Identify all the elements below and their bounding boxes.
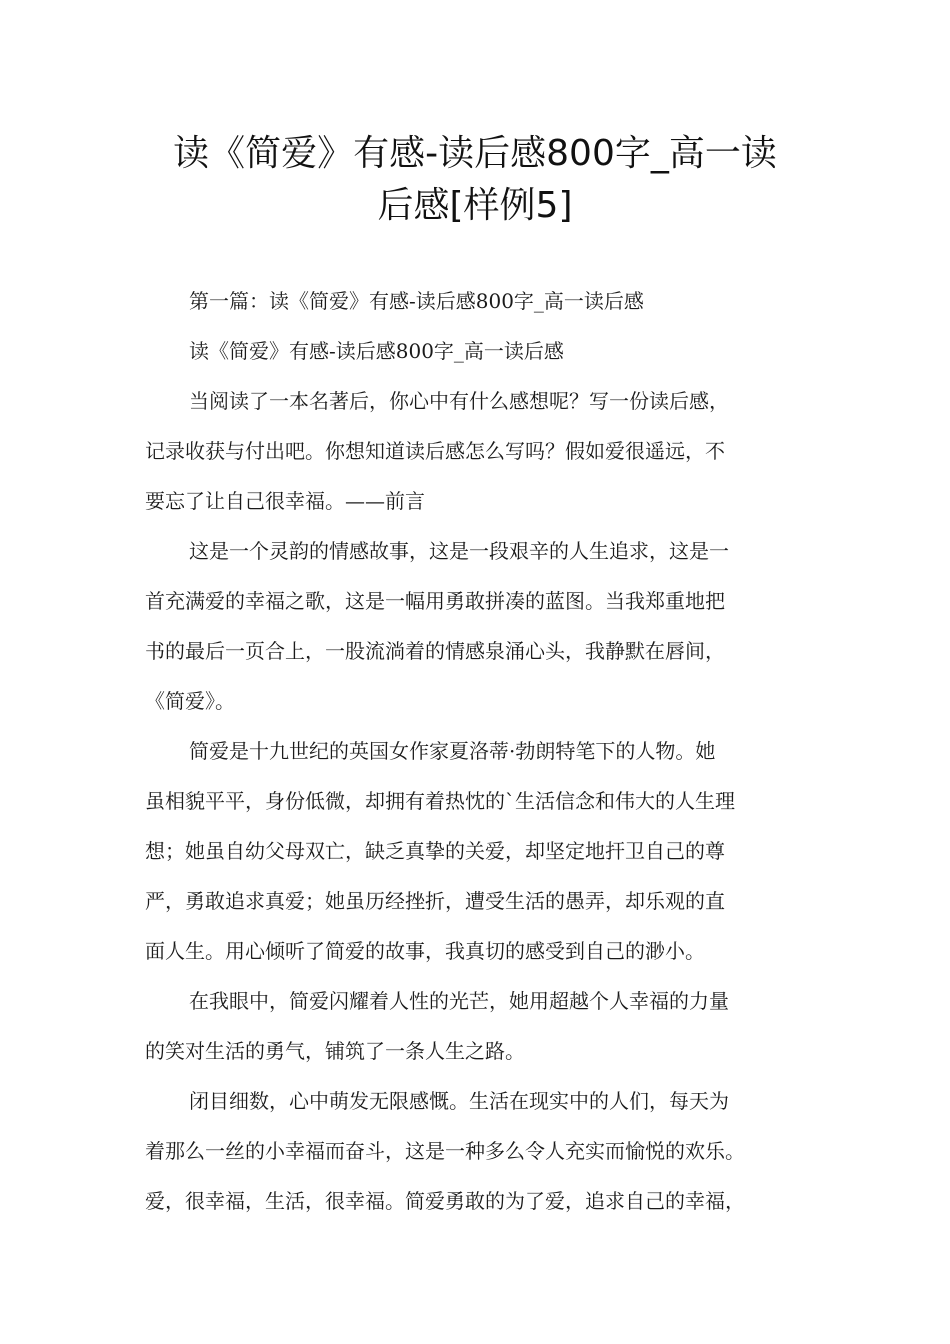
paragraph-line: 《简爱》。 bbox=[145, 689, 235, 713]
paragraph-line: 严，勇敢追求真爱；她虽历经挫折，遭受生活的愚弄，却乐观的直 bbox=[145, 889, 725, 913]
paragraph-line: 要忘了让自己很幸福。——前言 bbox=[145, 489, 425, 513]
section-heading: 第一篇：读《简爱》有感-读后感800字_高一读后感 bbox=[189, 289, 644, 313]
paragraph-line: 当阅读了一本名著后，你心中有什么感想呢？写一份读后感， bbox=[189, 389, 729, 413]
document-title bbox=[120, 128, 830, 232]
paragraph-line: 这是一个灵韵的情感故事，这是一段艰辛的人生追求，这是一 bbox=[189, 539, 729, 563]
paragraph-line: 闭目细数，心中萌发无限感慨。生活在现实中的人们，每天为 bbox=[189, 1089, 729, 1113]
paragraph-line: 在我眼中，简爱闪耀着人性的光芒，她用超越个人幸福的力量 bbox=[189, 989, 729, 1013]
paragraph-line: 书的最后一页合上，一股流淌着的情感泉涌心头，我静默在唇间， bbox=[145, 639, 725, 663]
paragraph-line: 虽相貌平平，身份低微，却拥有着热忱的`生活信念和伟大的人生理 bbox=[145, 789, 735, 813]
document-body bbox=[145, 283, 810, 1233]
paragraph-line: 的笑对生活的勇气，铺筑了一条人生之路。 bbox=[145, 1039, 525, 1063]
paragraph-line: 爱，很幸福，生活，很幸福。简爱勇敢的为了爱，追求自己的幸福， bbox=[145, 1189, 745, 1213]
paragraph-line: 面人生。用心倾听了简爱的故事，我真切的感受到自己的渺小。 bbox=[145, 939, 705, 963]
paragraph-line: 着那么一丝的小幸福而奋斗，这是一种多么令人充实而愉悦的欢乐。 bbox=[145, 1139, 745, 1163]
title-line-1: 读《简爱》有感-读后感800字_高一读 bbox=[173, 133, 777, 174]
paragraph-line: 首充满爱的幸福之歌，这是一幅用勇敢拼凑的蓝图。当我郑重地把 bbox=[145, 589, 725, 613]
paragraph-line: 简爱是十九世纪的英国女作家夏洛蒂·勃朗特笔下的人物。她 bbox=[189, 739, 716, 763]
paragraph-line: 记录收获与付出吧。你想知道读后感怎么写吗？假如爱很遥远，不 bbox=[145, 439, 725, 463]
title-line-2: 后感[样例5] bbox=[377, 185, 573, 226]
subheading: 读《简爱》有感-读后感800字_高一读后感 bbox=[189, 339, 564, 363]
paragraph-line: 想；她虽自幼父母双亡，缺乏真挚的关爱，却坚定地扞卫自己的尊 bbox=[145, 839, 725, 863]
